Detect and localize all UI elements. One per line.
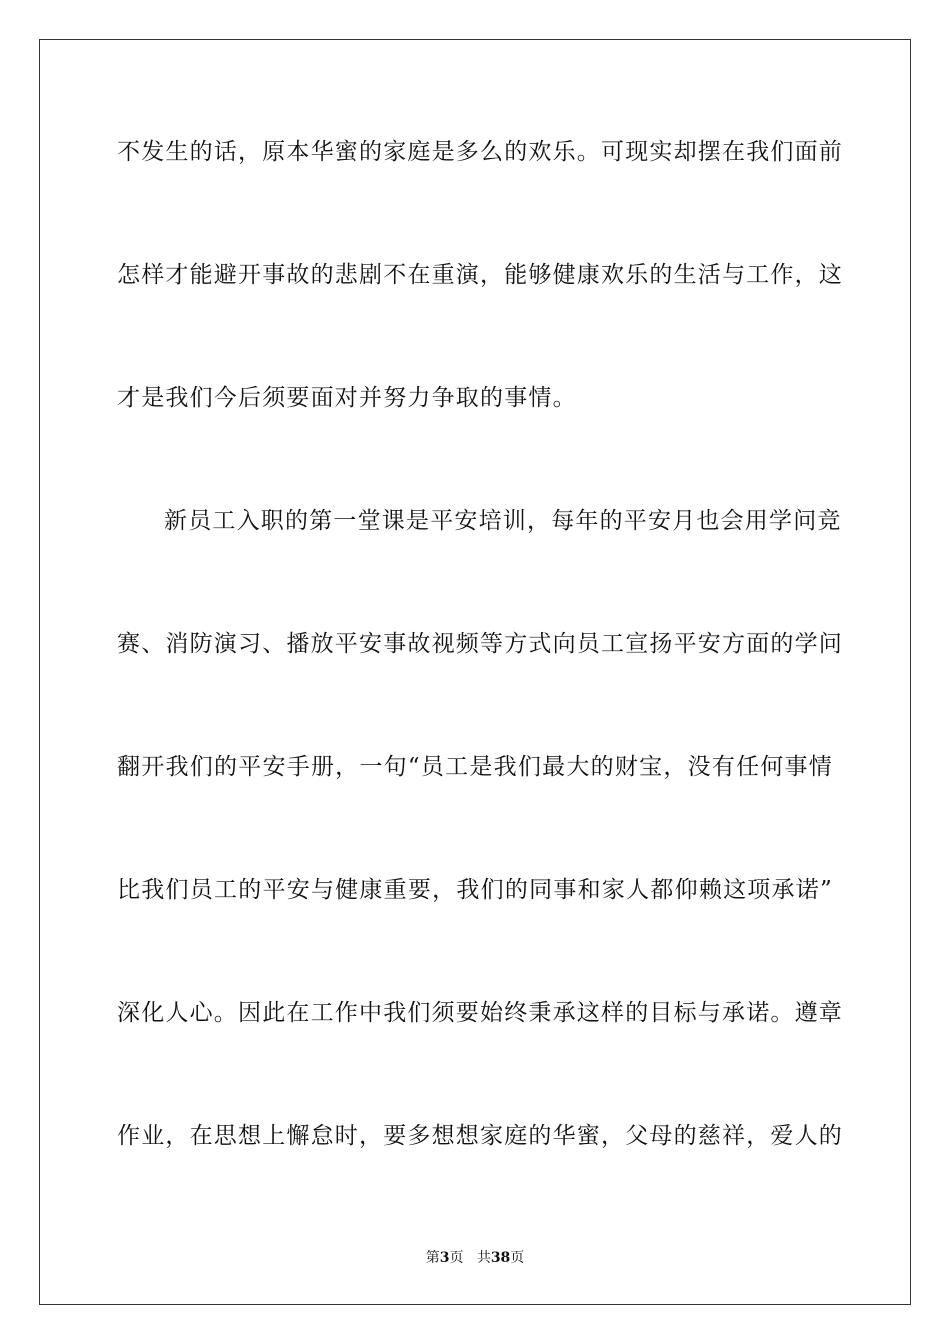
body-line-3: 才是我们今后须要面对并努力争取的事情。: [117, 385, 577, 411]
body-line-7: 比我们员工的平安与健康重要，我们的同事和家人都仰赖这项承诺”: [117, 877, 833, 903]
body-line-5: 赛、消防演习、播放平安事故视频等方式向员工宣扬平安方面的学问: [117, 631, 843, 657]
page-suffix: 页: [449, 1250, 464, 1266]
total-suffix: 页: [510, 1250, 525, 1266]
total-pages: 38: [490, 1250, 511, 1266]
body-line-8: 深化人心。因此在工作中我们须要始终秉承这样的目标与承诺。遵章: [117, 1000, 843, 1026]
body-line-2: 怎样才能避开事故的悲剧不在重演，能够健康欢乐的生活与工作，这: [117, 262, 843, 288]
total-prefix: 共: [476, 1250, 491, 1266]
body-line-4: 新员工入职的第一堂课是平安培训，每年的平安月也会用学问竞: [164, 508, 842, 534]
body-line-9: 作业，在思想上懈怠时，要多想想家庭的华蜜，父母的慈祥，爱人的: [117, 1123, 843, 1149]
page-border: [39, 39, 911, 1305]
page-number: 3: [439, 1250, 450, 1266]
page-footer: [0, 1249, 950, 1267]
page-prefix: 第: [425, 1250, 440, 1266]
body-line-6: 翻开我们的平安手册，一句“员工是我们最大的财宝，没有任何事情: [117, 754, 833, 780]
body-line-1: 不发生的话，原本华蜜的家庭是多么的欢乐。可现实却摆在我们面前: [117, 139, 843, 165]
